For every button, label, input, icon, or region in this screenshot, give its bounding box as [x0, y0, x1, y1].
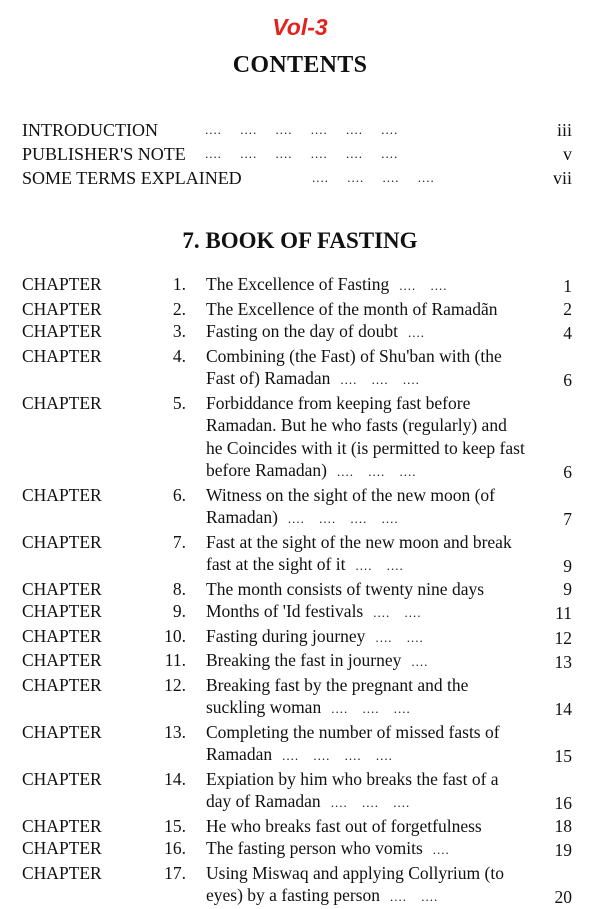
volume-label: Vol-3 [272, 14, 328, 40]
chapter-number: 3. [172, 321, 186, 341]
chapter-entry[interactable] [22, 837, 574, 862]
chapter-title-line: The Excellence of Fasting .... .... [206, 274, 448, 294]
chapter-word: CHAPTER [22, 721, 102, 742]
chapter-number: 12. [164, 674, 186, 695]
leader-dots: .... .... .... .... [282, 748, 393, 763]
chapter-number: 11. [164, 650, 186, 670]
chapter-title-line: Fast of) Ramadan .... .... .... [206, 368, 420, 388]
chapter-word: CHAPTER [22, 392, 102, 413]
chapter-number: 14. [164, 768, 186, 789]
chapter-word: CHAPTER [22, 298, 102, 319]
chapter-title-line: suckling woman .... .... .... [206, 697, 411, 717]
front-matter-entry[interactable] [22, 142, 574, 166]
leader-dots: .... .... .... .... [287, 511, 399, 526]
chapter-title [206, 578, 540, 601]
chapter-title-line: Fast at the sight of the new moon and break [206, 531, 512, 552]
chapter-title [206, 815, 540, 838]
chapter-title [206, 298, 540, 321]
chapter-title-line: Forbiddance from keeping fast before [206, 392, 471, 413]
leader-dots: .... [432, 842, 450, 857]
chapter-title-line: He who breaks fast out of forgetfulness [206, 815, 482, 836]
leader-dots: .... .... .... .... .... .... [205, 146, 399, 161]
entry-label: SOME TERMS EXPLAINED [22, 168, 242, 188]
chapter-title-line: eyes) by a fasting person .... .... [206, 885, 439, 905]
chapter-number: 17. [164, 862, 186, 883]
chapter-page: 16 [554, 793, 572, 813]
chapter-title-line: Combining (the Fast) of Shu'ban with (the [206, 345, 502, 366]
leader-dots: .... .... [389, 889, 439, 904]
chapter-word: CHAPTER [22, 862, 102, 883]
chapter-title-line: fast at the sight of it .... .... [206, 554, 404, 574]
chapter-number: 1. [172, 274, 186, 294]
leader-dots: .... .... .... [336, 464, 417, 479]
chapter-page: 1 [563, 276, 572, 296]
chapter-title-line: day of Ramadan .... .... .... [206, 791, 411, 811]
chapter-entry[interactable] [22, 768, 574, 815]
chapter-word: CHAPTER [22, 601, 102, 621]
chapter-entry[interactable] [22, 578, 574, 601]
leader-dots: .... .... [399, 278, 448, 293]
leader-dots: .... [408, 325, 425, 340]
chapter-entry[interactable] [22, 320, 574, 345]
leader-dots: .... .... .... .... .... .... [205, 122, 399, 137]
chapter-title-line: Witness on the sight of the new moon (of [206, 484, 495, 505]
chapter-word: CHAPTER [22, 625, 102, 646]
chapter-number: 10. [164, 625, 186, 646]
chapter-page: 4 [563, 323, 572, 343]
chapter-title-line: Using Miswaq and applying Collyrium (to [206, 862, 504, 883]
leader-dots: .... .... .... .... [312, 170, 435, 185]
chapter-number: 4. [172, 345, 186, 366]
chapter-page: 6 [563, 370, 572, 390]
chapter-page: 19 [554, 840, 572, 860]
chapter-title-line: Expiation by him who breaks the fast of a [206, 768, 499, 789]
chapter-title [206, 674, 540, 721]
chapter-word: CHAPTER [22, 815, 102, 836]
chapter-number: 8. [172, 578, 186, 599]
leader-dots: .... .... .... [330, 795, 411, 810]
chapter-entry[interactable] [22, 862, 574, 909]
chapter-title [206, 649, 540, 674]
chapter-page: 14 [554, 699, 572, 719]
leader-dots: .... .... [355, 558, 404, 573]
chapter-title [206, 862, 540, 909]
chapter-title [206, 600, 540, 625]
chapter-word: CHAPTER [22, 345, 102, 366]
entry-label: PUBLISHER'S NOTE [22, 144, 186, 164]
chapter-page: 2 [563, 298, 572, 319]
chapter-title [206, 837, 540, 862]
chapter-word: CHAPTER [22, 484, 102, 505]
chapter-title-line: he Coincides with it (is permitted to keep fast [206, 437, 525, 458]
chapter-title-line: The Excellence of the month of Ramadãn [206, 298, 498, 319]
chapter-title [206, 273, 540, 298]
chapter-number: 15. [164, 815, 186, 836]
chapter-entry[interactable] [22, 298, 574, 321]
front-matter-entry[interactable] [22, 166, 574, 190]
entry-page: v [563, 144, 572, 164]
chapter-page: 9 [563, 556, 572, 576]
chapter-title [206, 721, 540, 768]
chapter-title-line: Breaking the fast in journey .... [206, 650, 429, 670]
chapter-title-line: Months of 'Id festivals .... .... [206, 601, 422, 621]
chapter-entry[interactable] [22, 815, 574, 838]
chapter-entry[interactable] [22, 674, 574, 721]
chapter-word: CHAPTER [22, 274, 102, 294]
leader-dots: .... [411, 654, 429, 669]
contents-heading: CONTENTS [232, 52, 368, 78]
chapter-entry[interactable] [22, 345, 574, 392]
chapter-page: 20 [554, 887, 572, 907]
chapter-word: CHAPTER [22, 531, 102, 552]
chapter-number: 16. [164, 838, 186, 858]
chapter-page: 6 [563, 462, 572, 482]
chapter-word: CHAPTER [22, 768, 102, 789]
chapter-page: 11 [555, 603, 572, 623]
chapter-entry[interactable] [22, 649, 574, 674]
leader-dots: .... .... [375, 629, 424, 645]
chapter-title [206, 768, 540, 815]
chapter-entry[interactable] [22, 625, 574, 650]
chapter-page: 13 [554, 652, 572, 672]
chapter-title-line: before Ramadan) .... .... .... [206, 460, 417, 480]
front-matter-list [22, 118, 574, 190]
chapter-entry[interactable] [22, 531, 574, 578]
chapter-title [206, 320, 540, 345]
chapter-word: CHAPTER [22, 674, 102, 695]
chapter-title-line: Completing the number of missed fasts of [206, 721, 500, 742]
chapter-title-line: Fasting during journey .... .... [206, 625, 424, 646]
chapter-entry[interactable] [22, 273, 574, 298]
entry-page: iii [556, 120, 572, 140]
chapter-entry[interactable] [22, 392, 574, 484]
leader-dots: .... .... .... [331, 701, 411, 716]
chapter-entry[interactable] [22, 484, 574, 531]
chapter-title [206, 625, 540, 650]
chapter-number: 6. [172, 484, 186, 505]
chapter-title-line: Breaking fast by the pregnant and the [206, 674, 469, 695]
chapter-title-line: Ramadan) .... .... .... .... [206, 507, 399, 527]
chapter-number: 2. [172, 298, 186, 319]
chapter-title [206, 345, 540, 392]
chapter-title-line: The fasting person who vomits .... [206, 838, 450, 858]
chapter-title [206, 484, 540, 531]
front-matter-entry[interactable] [22, 118, 574, 142]
chapter-page: 7 [563, 509, 572, 529]
leader-dots: .... .... .... [340, 372, 420, 387]
entry-page: vii [552, 168, 572, 188]
chapter-page: 12 [554, 627, 572, 648]
chapter-number: 5. [172, 392, 186, 413]
chapter-entry[interactable] [22, 600, 574, 625]
chapter-title-line: Ramadan. But he who fasts (regularly) and [206, 415, 507, 435]
chapter-word: CHAPTER [22, 650, 102, 670]
chapter-word: CHAPTER [22, 321, 102, 341]
chapter-title-line: Ramadan .... .... .... .... [206, 744, 393, 764]
entry-label: INTRODUCTION [22, 120, 158, 140]
chapter-entry[interactable] [22, 721, 574, 768]
chapter-number: 7. [172, 531, 186, 552]
book-title: 7. BOOK OF FASTING [182, 228, 418, 253]
chapter-word: CHAPTER [22, 838, 102, 858]
chapter-page: 9 [563, 578, 572, 599]
chapter-title [206, 392, 540, 484]
chapter-word: CHAPTER [22, 578, 102, 599]
leader-dots: .... .... [373, 605, 422, 620]
chapter-title-line: Fasting on the day of doubt .... [206, 321, 425, 341]
chapter-page: 18 [554, 815, 572, 836]
chapter-title-line: The month consists of twenty nine days [206, 578, 485, 599]
chapter-list [22, 273, 574, 909]
chapter-number: 9. [172, 601, 186, 621]
chapter-page: 15 [554, 746, 572, 766]
chapter-title [206, 531, 540, 578]
chapter-number: 13. [164, 721, 186, 742]
